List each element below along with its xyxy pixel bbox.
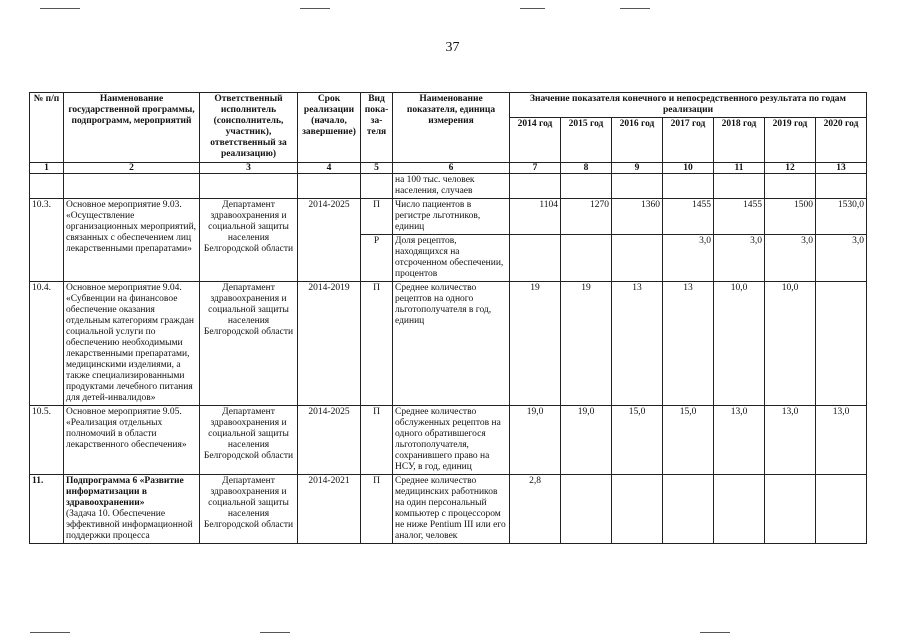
row-program: Основное мероприятие 9.03. «Осуществление организационных мероприятий, связанных с обеспечением лиц лекарственными препаратами» [64, 199, 200, 282]
row-program: Основное мероприятие 9.04. «Субвенции на финансовое обеспечение оказания отдельным категориям граждан социальной услуги по обеспечению необходимыми лекарственными препаратами, медицинскими изделиями, а также специализированными продуктами лечебного питания для детей-инвалидов» [64, 282, 200, 406]
row-executor: Департамент здравоохранения и социальной защиты населения Белгородской области [200, 475, 298, 544]
row-value: 1455 [663, 199, 714, 235]
row-num: 11. [30, 475, 64, 544]
row-term: 2014-2025 [298, 406, 361, 475]
row-value: 13 [612, 282, 663, 406]
row-executor: Департамент здравоохранения и социальной защиты населения Белгородской области [200, 199, 298, 282]
row-value: 1500 [765, 199, 816, 235]
scan-artifact [520, 8, 545, 9]
row-value [510, 235, 561, 282]
row-value: 10,0 [765, 282, 816, 406]
row-value [714, 475, 765, 544]
header-year: 2015 год [561, 118, 612, 163]
table-row [30, 199, 867, 235]
row-term: 2014-2025 [298, 199, 361, 282]
row-program: Основное мероприятие 9.05. «Реализация отдельных полномочий в области лекарственного обеспечения» [64, 406, 200, 475]
header-values-group: Значение показателя конечного и непосредственного результата по годам реализации [510, 93, 867, 118]
col-number: 3 [200, 163, 298, 174]
col-number: 10 [663, 163, 714, 174]
row-value: 3,0 [714, 235, 765, 282]
row-value: 13,0 [714, 406, 765, 475]
row-value: 10,0 [714, 282, 765, 406]
continuation-row [30, 174, 867, 199]
col-number: 1 [30, 163, 64, 174]
continuation-text: на 100 тыс. человек населения, случаев [393, 174, 510, 199]
col-number: 2 [64, 163, 200, 174]
row-value [663, 475, 714, 544]
row-value: 13 [663, 282, 714, 406]
row-indicator: Среднее количество рецептов на одного льготополучателя в год, единиц [393, 282, 510, 406]
row-value [561, 235, 612, 282]
row-executor: Департамент здравоохранения и социальной защиты населения Белгородской области [200, 282, 298, 406]
row-value: 3,0 [765, 235, 816, 282]
row-num: 10.4. [30, 282, 64, 406]
row-indicator: Число пациентов в регистре льготников, единиц [393, 199, 510, 235]
header-year: 2018 год [714, 118, 765, 163]
row-value: 1360 [612, 199, 663, 235]
row-value: 15,0 [663, 406, 714, 475]
header-program: Наименование государственной программы, подпрограмм, мероприятий [64, 93, 200, 163]
row-value: 1455 [714, 199, 765, 235]
col-number: 8 [561, 163, 612, 174]
row-value: 13,0 [765, 406, 816, 475]
scan-artifact [40, 8, 80, 9]
row-value: 1270 [561, 199, 612, 235]
header-year: 2014 год [510, 118, 561, 163]
column-number-row [30, 163, 867, 174]
scan-artifact [300, 8, 330, 9]
col-number: 6 [393, 163, 510, 174]
row-value [612, 235, 663, 282]
row-term: 2014-2019 [298, 282, 361, 406]
col-number: 11 [714, 163, 765, 174]
col-number: 12 [765, 163, 816, 174]
row-value: 1530,0 [816, 199, 867, 235]
col-number: 7 [510, 163, 561, 174]
header-year: 2020 год [816, 118, 867, 163]
col-number: 5 [361, 163, 393, 174]
row-value: 2,8 [510, 475, 561, 544]
row-num: 10.5. [30, 406, 64, 475]
header-executor: Ответственный исполнитель (соисполнитель, участник), ответственный за реализацию) [200, 93, 298, 163]
table-row [30, 282, 867, 406]
col-number: 13 [816, 163, 867, 174]
subprogram-title: Подпрограмма 6 «Развитие информатизации в здравоохранении» [66, 476, 184, 508]
table-row [30, 475, 867, 544]
scan-artifact [260, 632, 290, 633]
row-value: 1104 [510, 199, 561, 235]
results-table [29, 92, 867, 544]
header-kind: Вид пока-за-теля [361, 93, 393, 163]
header-num: № п/п [30, 93, 64, 163]
scan-artifact [700, 632, 730, 633]
row-indicator: Доля рецептов, находящихся на отсроченном обеспечении, процентов [393, 235, 510, 282]
header-indicator: Наименование показателя, единица измерения [393, 93, 510, 163]
row-num: 10.3. [30, 199, 64, 282]
row-executor: Департамент здравоохранения и социальной защиты населения Белгородской области [200, 406, 298, 475]
header-row [30, 93, 867, 118]
row-value: 19,0 [510, 406, 561, 475]
scan-artifact [30, 632, 70, 633]
row-kind: П [361, 282, 393, 406]
subprogram-task: (Задача 10. Обеспечение эффективной информационной поддержки процесса [66, 509, 193, 541]
row-value: 3,0 [816, 235, 867, 282]
row-kind: П [361, 475, 393, 544]
row-kind: Р [361, 235, 393, 282]
page-number: 37 [445, 40, 460, 55]
row-indicator: Среднее количество обслуженных рецептов на одного обратившегося льготополучателя, сохранившего право на НСУ, в год, единиц [393, 406, 510, 475]
scan-artifact [620, 8, 650, 9]
row-kind: П [361, 406, 393, 475]
row-value [612, 475, 663, 544]
row-value: 15,0 [612, 406, 663, 475]
header-year: 2016 год [612, 118, 663, 163]
row-value [816, 282, 867, 406]
row-value: 3,0 [663, 235, 714, 282]
row-indicator: Среднее количество медицинских работников на один персональный компьютер с процессором не ниже Pentium III или его аналог, человек [393, 475, 510, 544]
header-year: 2017 год [663, 118, 714, 163]
header-year: 2019 год [765, 118, 816, 163]
table-row [30, 406, 867, 475]
row-value: 19,0 [561, 406, 612, 475]
row-value: 19 [561, 282, 612, 406]
row-value: 19 [510, 282, 561, 406]
row-kind: П [361, 199, 393, 235]
header-term: Срок реализации (начало, завершение) [298, 93, 361, 163]
col-number: 9 [612, 163, 663, 174]
col-number: 4 [298, 163, 361, 174]
row-value: 13,0 [816, 406, 867, 475]
row-program [64, 475, 200, 544]
row-value [765, 475, 816, 544]
row-term: 2014-2021 [298, 475, 361, 544]
row-value [561, 475, 612, 544]
row-value [816, 475, 867, 544]
